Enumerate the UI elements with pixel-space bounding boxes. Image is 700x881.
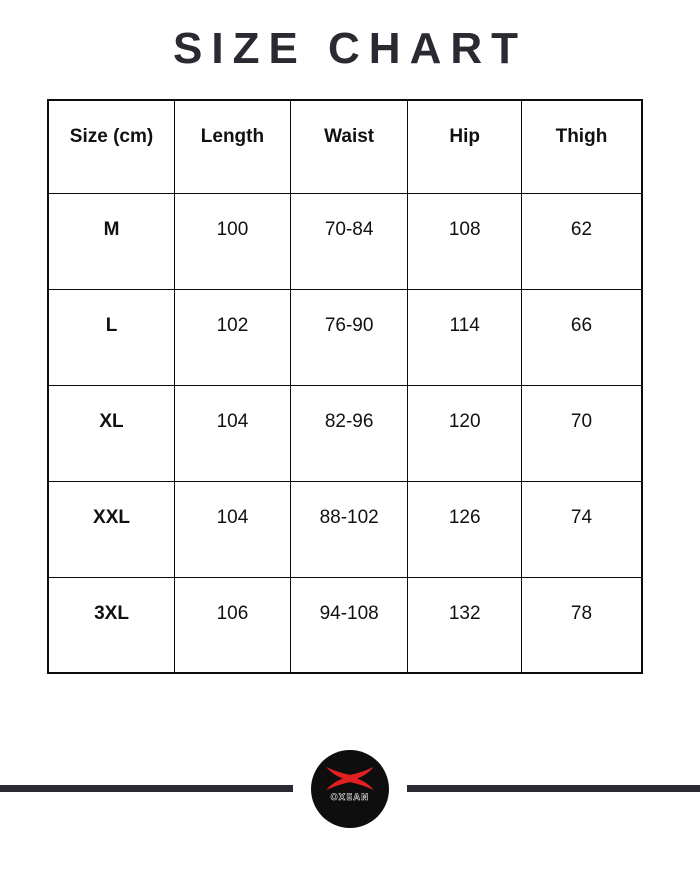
- hip-value: 126: [408, 481, 521, 577]
- page-title: SIZE CHART: [173, 24, 527, 73]
- hip-value: 132: [408, 577, 521, 673]
- logo-circle: [311, 750, 389, 828]
- hip-value: 108: [408, 193, 521, 289]
- thigh-value: 78: [521, 577, 642, 673]
- waist-value: 88-102: [290, 481, 408, 577]
- brand-logo: [311, 750, 389, 828]
- table-row-m: [48, 193, 642, 289]
- size-label: L: [48, 289, 175, 385]
- waist-value: 76-90: [290, 289, 408, 385]
- logo-brand-text: OXEAN: [330, 793, 370, 803]
- hip-value: 114: [408, 289, 521, 385]
- waist-value: 94-108: [290, 577, 408, 673]
- column-header-thigh: Thigh: [521, 100, 642, 193]
- thigh-value: 70: [521, 385, 642, 481]
- table-row-xxl: [48, 481, 642, 577]
- size-chart-table: [47, 99, 643, 674]
- oxean-logo-icon: [311, 750, 389, 828]
- thigh-value: 62: [521, 193, 642, 289]
- length-value: 104: [175, 385, 291, 481]
- table-header-row: [48, 100, 642, 193]
- length-value: 102: [175, 289, 291, 385]
- footer-divider-left: [0, 785, 293, 792]
- footer-divider-right: [407, 785, 700, 792]
- size-label: 3XL: [48, 577, 175, 673]
- column-header-size: Size (cm): [48, 100, 175, 193]
- thigh-value: 66: [521, 289, 642, 385]
- waist-value: 82-96: [290, 385, 408, 481]
- table-row-xl: [48, 385, 642, 481]
- length-value: 104: [175, 481, 291, 577]
- length-value: 106: [175, 577, 291, 673]
- waist-value: 70-84: [290, 193, 408, 289]
- table-row-3xl: [48, 577, 642, 673]
- column-header-length: Length: [175, 100, 291, 193]
- size-label: XXL: [48, 481, 175, 577]
- table-row-l: [48, 289, 642, 385]
- size-label: M: [48, 193, 175, 289]
- thigh-value: 74: [521, 481, 642, 577]
- hip-value: 120: [408, 385, 521, 481]
- column-header-waist: Waist: [290, 100, 408, 193]
- column-header-hip: Hip: [408, 100, 521, 193]
- length-value: 100: [175, 193, 291, 289]
- size-label: XL: [48, 385, 175, 481]
